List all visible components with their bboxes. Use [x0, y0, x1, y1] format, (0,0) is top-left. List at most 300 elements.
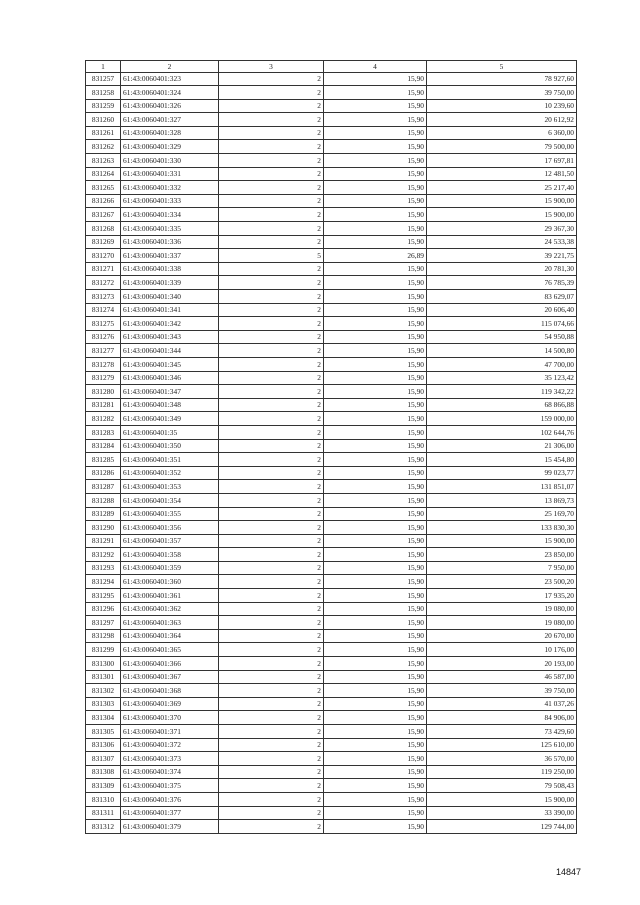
count-cell: 2	[219, 466, 324, 480]
row-id-cell: 831262	[86, 140, 121, 154]
table-row	[86, 561, 577, 575]
amount-cell: 19 080,00	[427, 602, 577, 616]
row-id-cell: 831260	[86, 113, 121, 127]
rate-cell: 15,90	[324, 208, 427, 222]
row-id-cell: 831304	[86, 711, 121, 725]
column-header: 1	[86, 61, 121, 73]
table-row	[86, 602, 577, 616]
cadastral-number-cell: 61:43:0060401:345	[121, 357, 219, 371]
rate-cell: 15,90	[324, 72, 427, 86]
count-cell: 2	[219, 262, 324, 276]
cadastral-number-cell: 61:43:0060401:353	[121, 480, 219, 494]
table-row	[86, 140, 577, 154]
row-id-cell: 831285	[86, 453, 121, 467]
row-id-cell: 831290	[86, 521, 121, 535]
cadastral-number-cell: 61:43:0060401:355	[121, 507, 219, 521]
row-id-cell: 831270	[86, 249, 121, 263]
amount-cell: 35 123,42	[427, 371, 577, 385]
rate-cell: 15,90	[324, 616, 427, 630]
rate-cell: 15,90	[324, 466, 427, 480]
rate-cell: 15,90	[324, 357, 427, 371]
count-cell: 2	[219, 208, 324, 222]
table-row	[86, 317, 577, 331]
table-row	[86, 711, 577, 725]
rate-cell: 15,90	[324, 711, 427, 725]
amount-cell: 21 306,00	[427, 439, 577, 453]
amount-cell: 54 950,88	[427, 330, 577, 344]
cadastral-number-cell: 61:43:0060401:371	[121, 725, 219, 739]
count-cell: 2	[219, 670, 324, 684]
rate-cell: 15,90	[324, 657, 427, 671]
row-id-cell: 831289	[86, 507, 121, 521]
rate-cell: 15,90	[324, 602, 427, 616]
table-row	[86, 480, 577, 494]
table-row	[86, 344, 577, 358]
rate-cell: 15,90	[324, 290, 427, 304]
cadastral-number-cell: 61:43:0060401:364	[121, 629, 219, 643]
table-row	[86, 670, 577, 684]
table-row	[86, 765, 577, 779]
row-id-cell: 831303	[86, 697, 121, 711]
rate-cell: 15,90	[324, 670, 427, 684]
count-cell: 2	[219, 290, 324, 304]
table-row	[86, 154, 577, 168]
cadastral-number-cell: 61:43:0060401:332	[121, 181, 219, 195]
rate-cell: 15,90	[324, 99, 427, 113]
rate-cell: 15,90	[324, 126, 427, 140]
row-id-cell: 831307	[86, 752, 121, 766]
count-cell: 2	[219, 330, 324, 344]
amount-cell: 47 700,00	[427, 357, 577, 371]
table-row	[86, 276, 577, 290]
cadastral-number-cell: 61:43:0060401:346	[121, 371, 219, 385]
amount-cell: 79 500,00	[427, 140, 577, 154]
row-id-cell: 831302	[86, 684, 121, 698]
cadastral-number-cell: 61:43:0060401:348	[121, 398, 219, 412]
rate-cell: 15,90	[324, 779, 427, 793]
table-row	[86, 697, 577, 711]
table-row	[86, 548, 577, 562]
table-row	[86, 507, 577, 521]
rate-cell: 15,90	[324, 167, 427, 181]
amount-cell: 13 869,73	[427, 493, 577, 507]
cadastral-number-cell: 61:43:0060401:331	[121, 167, 219, 181]
amount-cell: 39 750,00	[427, 684, 577, 698]
cadastral-number-cell: 61:43:0060401:366	[121, 657, 219, 671]
count-cell: 2	[219, 167, 324, 181]
column-header: 2	[121, 61, 219, 73]
amount-cell: 39 750,00	[427, 86, 577, 100]
header-row	[86, 61, 577, 73]
amount-cell: 46 587,00	[427, 670, 577, 684]
rate-cell: 15,90	[324, 589, 427, 603]
cadastral-number-cell: 61:43:0060401:357	[121, 534, 219, 548]
amount-cell: 25 217,40	[427, 181, 577, 195]
count-cell: 2	[219, 303, 324, 317]
rate-cell: 15,90	[324, 398, 427, 412]
cadastral-number-cell: 61:43:0060401:335	[121, 222, 219, 236]
count-cell: 2	[219, 643, 324, 657]
amount-cell: 33 390,00	[427, 806, 577, 820]
cadastral-number-cell: 61:43:0060401:338	[121, 262, 219, 276]
row-id-cell: 831263	[86, 154, 121, 168]
count-cell: 2	[219, 181, 324, 195]
cadastral-number-cell: 61:43:0060401:333	[121, 194, 219, 208]
cadastral-number-cell: 61:43:0060401:372	[121, 738, 219, 752]
count-cell: 2	[219, 697, 324, 711]
count-cell: 2	[219, 86, 324, 100]
table-row	[86, 806, 577, 820]
cadastral-number-cell: 61:43:0060401:360	[121, 575, 219, 589]
table-row	[86, 453, 577, 467]
cadastral-number-cell: 61:43:0060401:342	[121, 317, 219, 331]
row-id-cell: 831276	[86, 330, 121, 344]
rate-cell: 15,90	[324, 725, 427, 739]
cadastral-number-cell: 61:43:0060401:352	[121, 466, 219, 480]
count-cell: 2	[219, 616, 324, 630]
table-row	[86, 738, 577, 752]
count-cell: 2	[219, 534, 324, 548]
row-id-cell: 831312	[86, 820, 121, 834]
table-row	[86, 357, 577, 371]
table-row	[86, 86, 577, 100]
rate-cell: 26,89	[324, 249, 427, 263]
table-row	[86, 521, 577, 535]
amount-cell: 39 221,75	[427, 249, 577, 263]
table-row	[86, 657, 577, 671]
amount-cell: 159 000,00	[427, 412, 577, 426]
cadastral-number-cell: 61:43:0060401:379	[121, 820, 219, 834]
amount-cell: 15 900,00	[427, 194, 577, 208]
table-row	[86, 303, 577, 317]
rate-cell: 15,90	[324, 752, 427, 766]
table-row	[86, 249, 577, 263]
row-id-cell: 831277	[86, 344, 121, 358]
count-cell: 2	[219, 194, 324, 208]
amount-cell: 15 900,00	[427, 792, 577, 806]
count-cell: 2	[219, 820, 324, 834]
cadastral-number-cell: 61:43:0060401:334	[121, 208, 219, 222]
data-table	[85, 60, 577, 834]
table-row	[86, 575, 577, 589]
amount-cell: 76 785,39	[427, 276, 577, 290]
row-id-cell: 831268	[86, 222, 121, 236]
count-cell: 2	[219, 357, 324, 371]
cadastral-number-cell: 61:43:0060401:344	[121, 344, 219, 358]
count-cell: 2	[219, 561, 324, 575]
table-row	[86, 167, 577, 181]
table-row	[86, 589, 577, 603]
rate-cell: 15,90	[324, 262, 427, 276]
cadastral-number-cell: 61:43:0060401:362	[121, 602, 219, 616]
count-cell: 2	[219, 425, 324, 439]
row-id-cell: 831300	[86, 657, 121, 671]
amount-cell: 20 670,00	[427, 629, 577, 643]
amount-cell: 125 610,00	[427, 738, 577, 752]
count-cell: 2	[219, 344, 324, 358]
row-id-cell: 831292	[86, 548, 121, 562]
table-row	[86, 222, 577, 236]
row-id-cell: 831271	[86, 262, 121, 276]
table-row	[86, 493, 577, 507]
count-cell: 2	[219, 521, 324, 535]
cadastral-number-cell: 61:43:0060401:354	[121, 493, 219, 507]
rate-cell: 15,90	[324, 181, 427, 195]
row-id-cell: 831267	[86, 208, 121, 222]
amount-cell: 73 429,60	[427, 725, 577, 739]
page-number: 14847	[556, 867, 582, 877]
rate-cell: 15,90	[324, 344, 427, 358]
amount-cell: 84 906,00	[427, 711, 577, 725]
cadastral-number-cell: 61:43:0060401:324	[121, 86, 219, 100]
rate-cell: 15,90	[324, 561, 427, 575]
cadastral-number-cell: 61:43:0060401:373	[121, 752, 219, 766]
rate-cell: 15,90	[324, 697, 427, 711]
rate-cell: 15,90	[324, 507, 427, 521]
count-cell: 5	[219, 249, 324, 263]
column-header: 5	[427, 61, 577, 73]
amount-cell: 41 037,26	[427, 697, 577, 711]
cadastral-number-cell: 61:43:0060401:365	[121, 643, 219, 657]
row-id-cell: 831288	[86, 493, 121, 507]
table-row	[86, 126, 577, 140]
cadastral-number-cell: 61:43:0060401:339	[121, 276, 219, 290]
rate-cell: 15,90	[324, 425, 427, 439]
row-id-cell: 831291	[86, 534, 121, 548]
cadastral-number-cell: 61:43:0060401:326	[121, 99, 219, 113]
count-cell: 2	[219, 765, 324, 779]
row-id-cell: 831306	[86, 738, 121, 752]
count-cell: 2	[219, 589, 324, 603]
table-row	[86, 725, 577, 739]
rate-cell: 15,90	[324, 330, 427, 344]
table-row	[86, 181, 577, 195]
cadastral-number-cell: 61:43:0060401:367	[121, 670, 219, 684]
count-cell: 2	[219, 548, 324, 562]
rate-cell: 15,90	[324, 684, 427, 698]
table-row	[86, 113, 577, 127]
amount-cell: 23 850,00	[427, 548, 577, 562]
amount-cell: 17 697,81	[427, 154, 577, 168]
row-id-cell: 831258	[86, 86, 121, 100]
rate-cell: 15,90	[324, 303, 427, 317]
table-row	[86, 820, 577, 834]
table-row	[86, 290, 577, 304]
row-id-cell: 831265	[86, 181, 121, 195]
row-id-cell: 831264	[86, 167, 121, 181]
table-row	[86, 684, 577, 698]
cadastral-number-cell: 61:43:0060401:35	[121, 425, 219, 439]
row-id-cell: 831273	[86, 290, 121, 304]
rate-cell: 15,90	[324, 480, 427, 494]
count-cell: 2	[219, 752, 324, 766]
rate-cell: 15,90	[324, 154, 427, 168]
table-row	[86, 425, 577, 439]
rate-cell: 15,90	[324, 385, 427, 399]
count-cell: 2	[219, 507, 324, 521]
amount-cell: 10 176,00	[427, 643, 577, 657]
row-id-cell: 831309	[86, 779, 121, 793]
cadastral-number-cell: 61:43:0060401:369	[121, 697, 219, 711]
cadastral-number-cell: 61:43:0060401:376	[121, 792, 219, 806]
rate-cell: 15,90	[324, 765, 427, 779]
row-id-cell: 831286	[86, 466, 121, 480]
row-id-cell: 831284	[86, 439, 121, 453]
table-row	[86, 643, 577, 657]
row-id-cell: 831310	[86, 792, 121, 806]
rate-cell: 15,90	[324, 493, 427, 507]
amount-cell: 7 950,00	[427, 561, 577, 575]
amount-cell: 131 851,07	[427, 480, 577, 494]
count-cell: 2	[219, 493, 324, 507]
amount-cell: 23 500,20	[427, 575, 577, 589]
table-row	[86, 412, 577, 426]
row-id-cell: 831283	[86, 425, 121, 439]
amount-cell: 12 481,50	[427, 167, 577, 181]
cadastral-number-cell: 61:43:0060401:340	[121, 290, 219, 304]
table-row	[86, 779, 577, 793]
amount-cell: 119 342,22	[427, 385, 577, 399]
table-row	[86, 792, 577, 806]
table-body	[86, 72, 577, 833]
column-header: 3	[219, 61, 324, 73]
cadastral-number-cell: 61:43:0060401:363	[121, 616, 219, 630]
row-id-cell: 831298	[86, 629, 121, 643]
count-cell: 2	[219, 725, 324, 739]
row-id-cell: 831274	[86, 303, 121, 317]
rate-cell: 15,90	[324, 521, 427, 535]
amount-cell: 24 533,38	[427, 235, 577, 249]
table-row	[86, 616, 577, 630]
amount-cell: 15 900,00	[427, 534, 577, 548]
table-row	[86, 262, 577, 276]
count-cell: 2	[219, 412, 324, 426]
row-id-cell: 831279	[86, 371, 121, 385]
row-id-cell: 831259	[86, 99, 121, 113]
rate-cell: 15,90	[324, 276, 427, 290]
row-id-cell: 831293	[86, 561, 121, 575]
rate-cell: 15,90	[324, 643, 427, 657]
row-id-cell: 831278	[86, 357, 121, 371]
row-id-cell: 831282	[86, 412, 121, 426]
table-row	[86, 385, 577, 399]
rate-cell: 15,90	[324, 806, 427, 820]
table-row	[86, 534, 577, 548]
amount-cell: 78 927,60	[427, 72, 577, 86]
count-cell: 2	[219, 126, 324, 140]
row-id-cell: 831311	[86, 806, 121, 820]
cadastral-number-cell: 61:43:0060401:351	[121, 453, 219, 467]
row-id-cell: 831257	[86, 72, 121, 86]
count-cell: 2	[219, 779, 324, 793]
amount-cell: 79 508,43	[427, 779, 577, 793]
row-id-cell: 831305	[86, 725, 121, 739]
count-cell: 2	[219, 738, 324, 752]
amount-cell: 29 367,30	[427, 222, 577, 236]
cadastral-number-cell: 61:43:0060401:368	[121, 684, 219, 698]
count-cell: 2	[219, 575, 324, 589]
rate-cell: 15,90	[324, 194, 427, 208]
amount-cell: 133 830,30	[427, 521, 577, 535]
row-id-cell: 831272	[86, 276, 121, 290]
rate-cell: 15,90	[324, 792, 427, 806]
amount-cell: 83 629,07	[427, 290, 577, 304]
cadastral-number-cell: 61:43:0060401:358	[121, 548, 219, 562]
count-cell: 2	[219, 99, 324, 113]
rate-cell: 15,90	[324, 140, 427, 154]
rate-cell: 15,90	[324, 86, 427, 100]
cadastral-number-cell: 61:43:0060401:347	[121, 385, 219, 399]
cadastral-number-cell: 61:43:0060401:349	[121, 412, 219, 426]
count-cell: 2	[219, 439, 324, 453]
cadastral-number-cell: 61:43:0060401:361	[121, 589, 219, 603]
table-row	[86, 629, 577, 643]
amount-cell: 20 781,30	[427, 262, 577, 276]
amount-cell: 10 239,60	[427, 99, 577, 113]
cadastral-number-cell: 61:43:0060401:359	[121, 561, 219, 575]
table-row	[86, 208, 577, 222]
count-cell: 2	[219, 629, 324, 643]
count-cell: 2	[219, 72, 324, 86]
rate-cell: 15,90	[324, 575, 427, 589]
row-id-cell: 831296	[86, 602, 121, 616]
count-cell: 2	[219, 684, 324, 698]
count-cell: 2	[219, 317, 324, 331]
cadastral-number-cell: 61:43:0060401:336	[121, 235, 219, 249]
rate-cell: 15,90	[324, 820, 427, 834]
rate-cell: 15,90	[324, 412, 427, 426]
count-cell: 2	[219, 480, 324, 494]
count-cell: 2	[219, 371, 324, 385]
amount-cell: 99 023,77	[427, 466, 577, 480]
count-cell: 2	[219, 453, 324, 467]
rate-cell: 15,90	[324, 235, 427, 249]
amount-cell: 15 454,80	[427, 453, 577, 467]
table-row	[86, 466, 577, 480]
count-cell: 2	[219, 154, 324, 168]
cadastral-number-cell: 61:43:0060401:329	[121, 140, 219, 154]
table-row	[86, 99, 577, 113]
row-id-cell: 831280	[86, 385, 121, 399]
rate-cell: 15,90	[324, 222, 427, 236]
cadastral-number-cell: 61:43:0060401:328	[121, 126, 219, 140]
count-cell: 2	[219, 276, 324, 290]
row-id-cell: 831269	[86, 235, 121, 249]
amount-cell: 20 612,92	[427, 113, 577, 127]
cadastral-number-cell: 61:43:0060401:350	[121, 439, 219, 453]
cadastral-number-cell: 61:43:0060401:356	[121, 521, 219, 535]
table-row	[86, 235, 577, 249]
count-cell: 2	[219, 385, 324, 399]
row-id-cell: 831308	[86, 765, 121, 779]
row-id-cell: 831287	[86, 480, 121, 494]
cadastral-number-cell: 61:43:0060401:374	[121, 765, 219, 779]
cadastral-number-cell: 61:43:0060401:343	[121, 330, 219, 344]
count-cell: 2	[219, 806, 324, 820]
count-cell: 2	[219, 711, 324, 725]
row-id-cell: 831261	[86, 126, 121, 140]
row-id-cell: 831295	[86, 589, 121, 603]
row-id-cell: 831294	[86, 575, 121, 589]
amount-cell: 25 169,70	[427, 507, 577, 521]
count-cell: 2	[219, 113, 324, 127]
row-id-cell: 831281	[86, 398, 121, 412]
table-row	[86, 752, 577, 766]
amount-cell: 68 866,88	[427, 398, 577, 412]
amount-cell: 14 500,80	[427, 344, 577, 358]
cadastral-number-cell: 61:43:0060401:330	[121, 154, 219, 168]
amount-cell: 6 360,00	[427, 126, 577, 140]
